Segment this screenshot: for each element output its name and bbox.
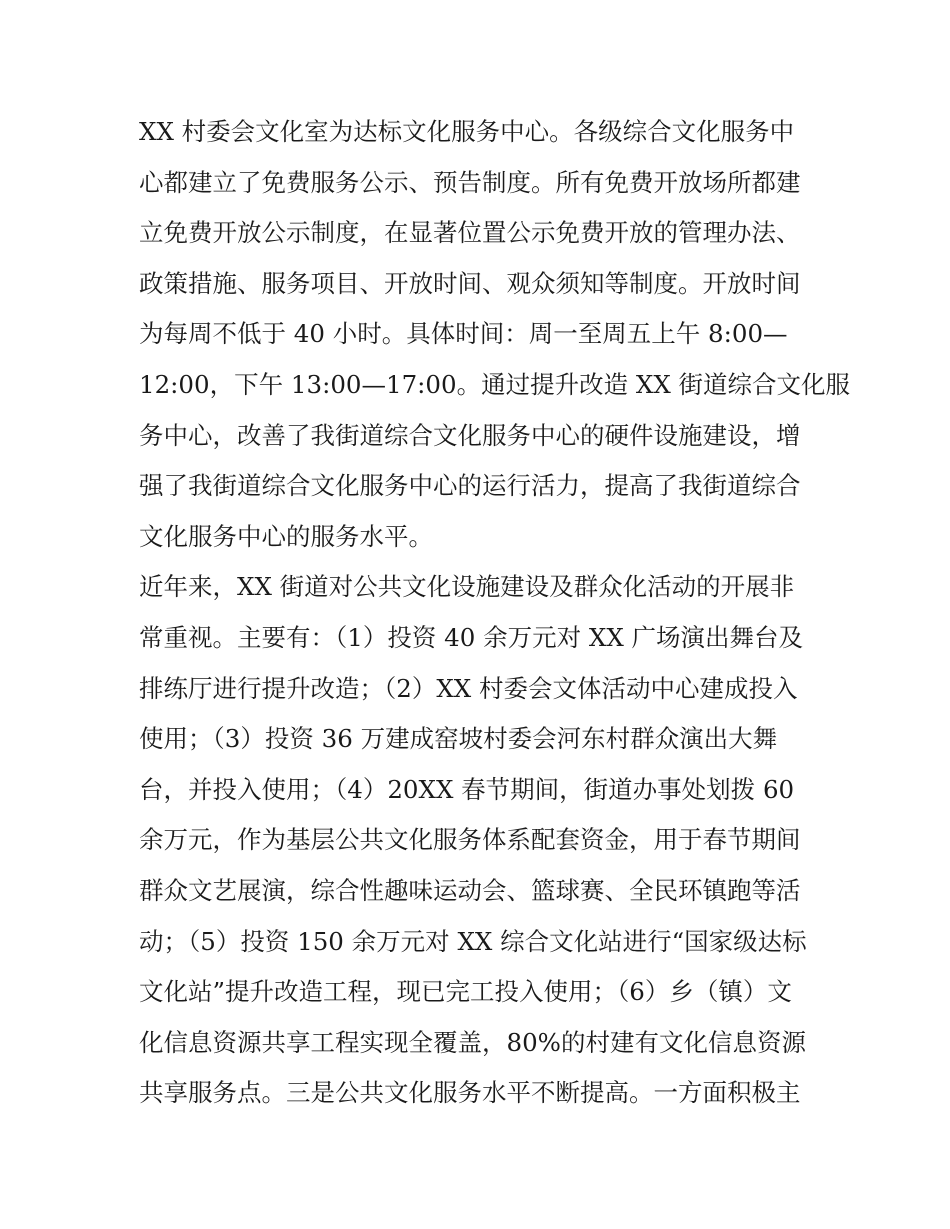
text-line: 立免费开放公示制度，在显著位置公示免费开放的管理办法、 <box>139 218 801 248</box>
text-line: 台，并投入使用；（4）20XX 春节期间，街道办事处划拨 60 <box>139 774 795 804</box>
text-line: 化信息资源共享工程实现全覆盖，80%的村建有文化信息资源 <box>139 1027 806 1057</box>
text-line: 政策措施、服务项目、开放时间、观众须知等制度。开放时间 <box>139 268 801 298</box>
text-line: 排练厅进行提升改造；（2）XX 村委会文体活动中心建成投入 <box>139 673 798 703</box>
text-line: 使用；（3）投资 36 万建成窑坡村委会河东村群众演出大舞 <box>139 724 778 754</box>
body-text <box>139 107 851 1119</box>
text-line: 群众文艺展演，综合性趣味运动会、篮球赛、全民环镇跑等活 <box>139 875 801 905</box>
text-line: 务中心，改善了我街道综合文化服务中心的硬件设施建设，增 <box>139 420 801 450</box>
text-line: 常重视。主要有：（1）投资 40 余万元对 XX 广场演出舞台及 <box>139 622 804 652</box>
text-line: 为每周不低于 40 小时。具体时间：周一至周五上午 8:00— <box>139 319 788 349</box>
text-line: 12:00，下午 13:00—17:00。通过提升改造 XX 街道综合文化服 <box>139 369 851 399</box>
text-line: 心都建立了免费服务公示、预告制度。所有免费开放场所都建 <box>139 167 801 197</box>
text-line: XX 村委会文化室为达标文化服务中心。各级综合文化服务中 <box>139 117 795 146</box>
text-line: 动；（5）投资 150 余万元对 XX 综合文化站进行“国家级达标 <box>139 926 807 956</box>
text-line: 文化服务中心的服务水平。 <box>139 521 433 551</box>
text-line: 余万元，作为基层公共文化服务体系配套资金，用于春节期间 <box>139 825 801 855</box>
text-line: 文化站”提升改造工程，现已完工投入使用；（6）乡（镇）文 <box>139 977 792 1007</box>
text-line: 共享服务点。三是公共文化服务水平不断提高。一方面积极主 <box>139 1078 801 1108</box>
text-line: 近年来，XX 街道对公共文化设施建设及群众化活动的开展非 <box>139 572 795 602</box>
text-line: 强了我街道综合文化服务中心的运行活力，提高了我街道综合 <box>139 471 801 501</box>
